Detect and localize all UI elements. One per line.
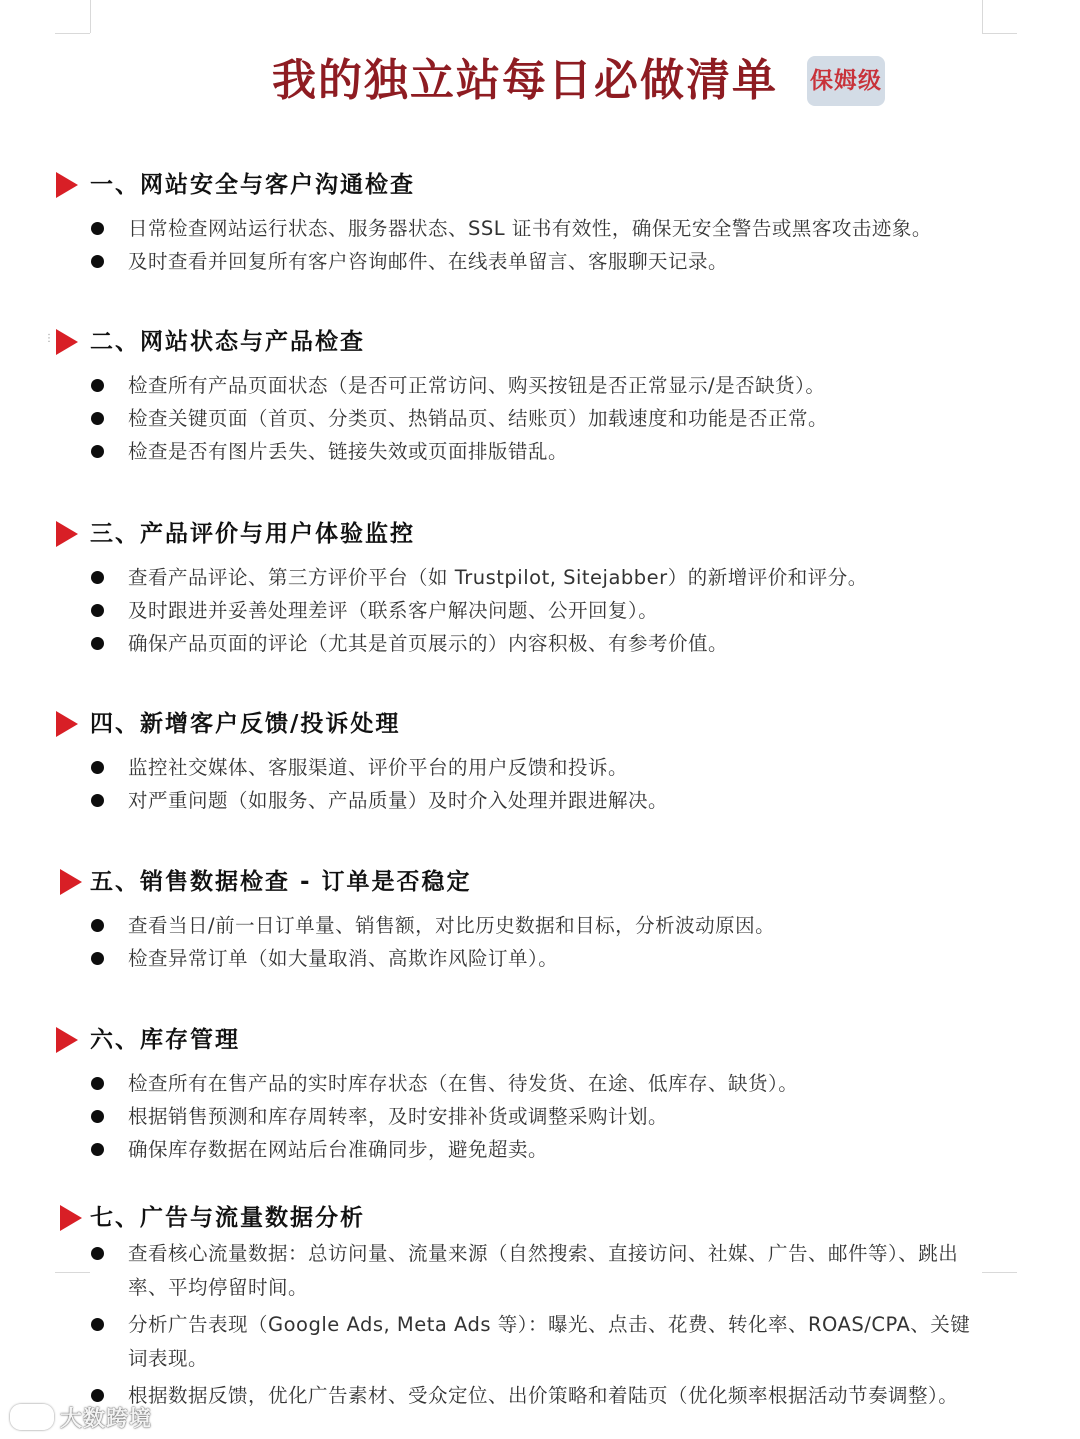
section-header bbox=[0, 166, 1080, 206]
item-text: 确保库存数据在网站后台准确同步，避免超卖。 bbox=[128, 1138, 549, 1161]
bullet-icon bbox=[91, 1318, 104, 1331]
section-7 bbox=[0, 1199, 1080, 1413]
section-title: 三、产品评价与用户体验监控 bbox=[90, 521, 415, 547]
bullet-icon bbox=[91, 255, 104, 268]
item-text: 查看产品评论、第三方评价平台（如 Trustpilot, Sitejabber）的新增评价和评分。 bbox=[128, 566, 868, 589]
bullet-icon bbox=[91, 604, 104, 617]
section-3 bbox=[0, 515, 1080, 660]
bullet-icon bbox=[91, 919, 104, 932]
arrow-icon bbox=[56, 1027, 78, 1053]
item-text: 对严重问题（如服务、产品质量）及时介入处理并跟进解决。 bbox=[128, 789, 669, 812]
bullet-list bbox=[0, 751, 1080, 817]
arrow-icon bbox=[56, 521, 78, 547]
section-2 bbox=[0, 323, 1080, 468]
bullet-icon bbox=[91, 1143, 104, 1156]
list-item bbox=[0, 1237, 1080, 1305]
bullet-list bbox=[0, 1237, 1080, 1413]
bullet-icon bbox=[91, 1110, 104, 1123]
list-item bbox=[0, 435, 1080, 468]
bullet-list bbox=[0, 369, 1080, 468]
item-text: 分析广告表现（Google Ads, Meta Ads 等）：曝光、点击、花费、转化率、ROAS/CPA、关键词表现。 bbox=[128, 1313, 971, 1370]
watermark bbox=[10, 1402, 152, 1433]
list-item bbox=[0, 369, 1080, 402]
section-title: 四、新增客户反馈/投诉处理 bbox=[90, 711, 401, 737]
bullet-icon bbox=[91, 571, 104, 584]
arrow-icon bbox=[56, 711, 78, 737]
arrow-icon bbox=[56, 329, 78, 355]
bullet-icon bbox=[91, 222, 104, 235]
watermark-logo-icon bbox=[10, 1404, 54, 1430]
section-6 bbox=[0, 1021, 1080, 1166]
section-title: 一、网站安全与客户沟通检查 bbox=[90, 172, 415, 198]
bullet-list bbox=[0, 1067, 1080, 1166]
crop-mark bbox=[90, 0, 91, 33]
list-item bbox=[0, 784, 1080, 817]
list-item bbox=[0, 561, 1080, 594]
section-5 bbox=[0, 863, 1080, 975]
crop-mark bbox=[982, 0, 983, 33]
bullet-icon bbox=[91, 379, 104, 392]
item-text: 及时查看并回复所有客户咨询邮件、在线表单留言、客服聊天记录。 bbox=[128, 250, 729, 273]
drag-handle-icon[interactable]: ⋮⋮ bbox=[44, 333, 64, 344]
bullet-icon bbox=[91, 637, 104, 650]
item-text: 检查关键页面（首页、分类页、热销品页、结账页）加载速度和功能是否正常。 bbox=[128, 407, 829, 430]
section-header bbox=[0, 705, 1080, 745]
list-item bbox=[0, 594, 1080, 627]
watermark-text: 大数跨境 bbox=[60, 1407, 153, 1432]
bullet-icon bbox=[91, 445, 104, 458]
bullet-icon bbox=[91, 952, 104, 965]
bullet-icon bbox=[91, 1247, 104, 1260]
list-item bbox=[0, 627, 1080, 660]
bullet-icon bbox=[91, 794, 104, 807]
section-header bbox=[0, 1199, 1080, 1239]
level-badge: 保姆级 bbox=[807, 56, 885, 106]
arrow-icon bbox=[60, 1205, 82, 1231]
item-text: 查看当日/前一日订单量、销售额，对比历史数据和目标，分析波动原因。 bbox=[128, 914, 776, 937]
section-header bbox=[0, 1021, 1080, 1061]
item-text: 根据数据反馈，优化广告素材、受众定位、出价策略和着陆页（优化频率根据活动节奏调整）。 bbox=[128, 1384, 959, 1407]
item-text: 确保产品页面的评论（尤其是首页展示的）内容积极、有参考价值。 bbox=[128, 632, 729, 655]
bullet-list bbox=[0, 212, 1080, 278]
list-item bbox=[0, 1100, 1080, 1133]
bullet-icon bbox=[91, 412, 104, 425]
item-text: 检查异常订单（如大量取消、高欺诈风险订单）。 bbox=[128, 947, 559, 970]
section-header bbox=[0, 863, 1080, 903]
crop-mark bbox=[982, 33, 1017, 34]
list-item bbox=[0, 212, 1080, 245]
item-text: 及时跟进并妥善处理差评（联系客户解决问题、公开回复）。 bbox=[128, 599, 659, 622]
bullet-icon bbox=[91, 1077, 104, 1090]
item-text: 日常检查网站运行状态、服务器状态、SSL 证书有效性，确保无安全警告或黑客攻击迹象。 bbox=[128, 217, 932, 240]
section-header bbox=[0, 323, 1080, 363]
bullet-list bbox=[0, 909, 1080, 975]
item-text: 监控社交媒体、客服渠道、评价平台的用户反馈和投诉。 bbox=[128, 756, 629, 779]
section-title: 六、库存管理 bbox=[90, 1027, 240, 1053]
list-item bbox=[0, 1379, 1080, 1413]
bullet-list bbox=[0, 561, 1080, 660]
arrow-icon bbox=[56, 172, 78, 198]
header bbox=[0, 52, 1080, 112]
item-text: 检查所有在售产品的实时库存状态（在售、待发货、在途、低库存、缺货）。 bbox=[128, 1072, 799, 1095]
list-item bbox=[0, 402, 1080, 435]
bullet-icon bbox=[91, 761, 104, 774]
list-item bbox=[0, 909, 1080, 942]
bullet-icon bbox=[91, 1389, 104, 1402]
section-1 bbox=[0, 166, 1080, 278]
list-item bbox=[0, 1308, 1080, 1376]
list-item bbox=[0, 942, 1080, 975]
list-item bbox=[0, 1067, 1080, 1100]
list-item bbox=[0, 245, 1080, 278]
crop-mark bbox=[55, 33, 90, 34]
page-title: 我的独立站每日必做清单 bbox=[272, 55, 778, 106]
item-text: 检查所有产品页面状态（是否可正常访问、购买按钮是否正常显示/是否缺货）。 bbox=[128, 374, 826, 397]
list-item bbox=[0, 1133, 1080, 1166]
section-title: 五、销售数据检查 - 订单是否稳定 bbox=[90, 869, 472, 895]
item-text: 检查是否有图片丢失、链接失效或页面排版错乱。 bbox=[128, 440, 569, 463]
section-4 bbox=[0, 705, 1080, 817]
item-text: 查看核心流量数据：总访问量、流量来源（自然搜索、直接访问、社媒、广告、邮件等）、跳出率、平均停留时间。 bbox=[128, 1242, 959, 1299]
section-title: 二、网站状态与产品检查 bbox=[90, 329, 365, 355]
item-text: 根据销售预测和库存周转率，及时安排补货或调整采购计划。 bbox=[128, 1105, 669, 1128]
list-item bbox=[0, 751, 1080, 784]
arrow-icon bbox=[60, 869, 82, 895]
section-title: 七、广告与流量数据分析 bbox=[90, 1205, 365, 1231]
section-header bbox=[0, 515, 1080, 555]
